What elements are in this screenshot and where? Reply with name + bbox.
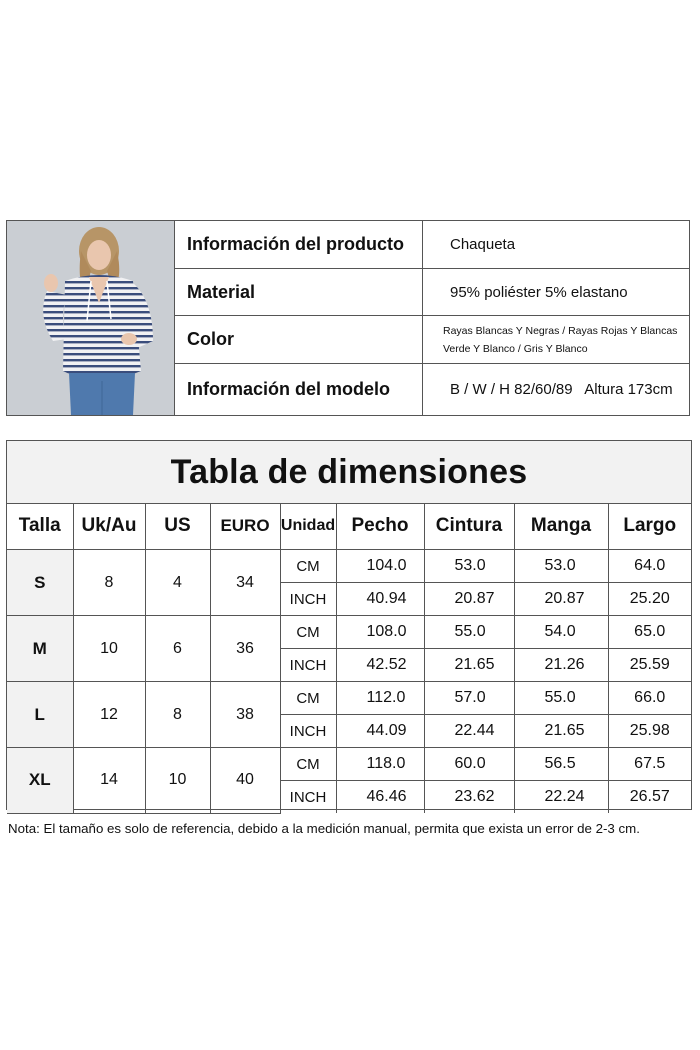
info-row-color (174, 316, 689, 364)
size-us: 10 (145, 748, 210, 814)
header-cell: Cintura (424, 503, 514, 550)
size-uk-au: 12 (73, 682, 145, 748)
unit-cell: CM (280, 748, 336, 781)
model-photo-illustration (7, 221, 174, 415)
cintura-cell: 23.62 (424, 781, 514, 814)
manga-cell: 56.5 (514, 748, 608, 781)
size-label: S (7, 550, 73, 616)
size-chart (6, 440, 692, 810)
info-label: Material (174, 269, 423, 315)
info-value: Chaqueta (450, 236, 516, 253)
size-label: XL (7, 748, 73, 814)
cintura-cell: 60.0 (424, 748, 514, 781)
size-uk-au: 8 (73, 550, 145, 616)
header-cell: Unidad (280, 503, 336, 550)
header-cell: Uk/Au (73, 503, 145, 550)
unit-cell: INCH (280, 781, 336, 814)
product-info-table (6, 220, 690, 416)
size-euro: 40 (210, 748, 280, 814)
unit-cell: INCH (280, 583, 336, 616)
info-label: Información del producto (174, 221, 423, 268)
pecho-cell: 46.46 (336, 781, 424, 814)
size-label: M (7, 616, 73, 682)
unit-cell: INCH (280, 715, 336, 748)
size-us: 4 (145, 550, 210, 616)
header-cell: Manga (514, 503, 608, 550)
header-row (7, 503, 691, 550)
largo-cell: 65.0 (608, 616, 691, 649)
cintura-cell: 21.65 (424, 649, 514, 682)
header-cell: Pecho (336, 503, 424, 550)
pecho-cell: 104.0 (336, 550, 424, 583)
manga-cell: 22.24 (514, 781, 608, 814)
table-row (7, 616, 691, 649)
info-row-model (174, 364, 689, 415)
color-line: Rayas Blancas Y Negras / Rayas Rojas Y Blancas (443, 324, 678, 337)
unit-cell: CM (280, 550, 336, 583)
manga-cell: 21.65 (514, 715, 608, 748)
size-euro: 38 (210, 682, 280, 748)
table-row (7, 550, 691, 583)
cintura-cell: 55.0 (424, 616, 514, 649)
size-chart-title: Tabla de dimensiones (7, 441, 691, 504)
cintura-cell: 20.87 (424, 583, 514, 616)
largo-cell: 66.0 (608, 682, 691, 715)
cintura-cell: 57.0 (424, 682, 514, 715)
size-us: 8 (145, 682, 210, 748)
manga-cell: 55.0 (514, 682, 608, 715)
info-value (423, 316, 689, 363)
size-label: L (7, 682, 73, 748)
manga-cell: 53.0 (514, 550, 608, 583)
largo-cell: 67.5 (608, 748, 691, 781)
unit-cell: CM (280, 682, 336, 715)
unit-cell: INCH (280, 649, 336, 682)
pecho-cell: 40.94 (336, 583, 424, 616)
info-row-material (174, 269, 689, 316)
model-photo (7, 221, 175, 415)
largo-cell: 25.20 (608, 583, 691, 616)
manga-cell: 21.26 (514, 649, 608, 682)
info-row-product (174, 221, 689, 269)
info-value: B / W / H 82/60/89 Altura 173cm (450, 381, 673, 398)
manga-cell: 20.87 (514, 583, 608, 616)
cintura-cell: 53.0 (424, 550, 514, 583)
header-cell: Talla (7, 503, 73, 550)
table-row (7, 748, 691, 781)
measurement-note: Nota: El tamaño es solo de referencia, debido a la medición manual, permita que exista un error de 2-3 cm. (8, 821, 640, 836)
color-line: Verde Y Blanco / Gris Y Blanco (443, 342, 588, 355)
header-cell: US (145, 503, 210, 550)
largo-cell: 25.59 (608, 649, 691, 682)
manga-cell: 54.0 (514, 616, 608, 649)
table-row (7, 682, 691, 715)
info-label: Información del modelo (174, 364, 423, 415)
largo-cell: 64.0 (608, 550, 691, 583)
pecho-cell: 44.09 (336, 715, 424, 748)
pecho-cell: 118.0 (336, 748, 424, 781)
size-uk-au: 14 (73, 748, 145, 814)
header-cell: EURO (210, 503, 280, 550)
pecho-cell: 42.52 (336, 649, 424, 682)
unit-cell: CM (280, 616, 336, 649)
info-value: 95% poliéster 5% elastano (450, 283, 628, 301)
largo-cell: 25.98 (608, 715, 691, 748)
header-cell: Largo (608, 503, 691, 550)
largo-cell: 26.57 (608, 781, 691, 814)
size-euro: 34 (210, 550, 280, 616)
size-grid (7, 503, 691, 814)
size-euro: 36 (210, 616, 280, 682)
info-label: Color (174, 316, 423, 363)
cintura-cell: 22.44 (424, 715, 514, 748)
size-us: 6 (145, 616, 210, 682)
size-uk-au: 10 (73, 616, 145, 682)
pecho-cell: 112.0 (336, 682, 424, 715)
pecho-cell: 108.0 (336, 616, 424, 649)
